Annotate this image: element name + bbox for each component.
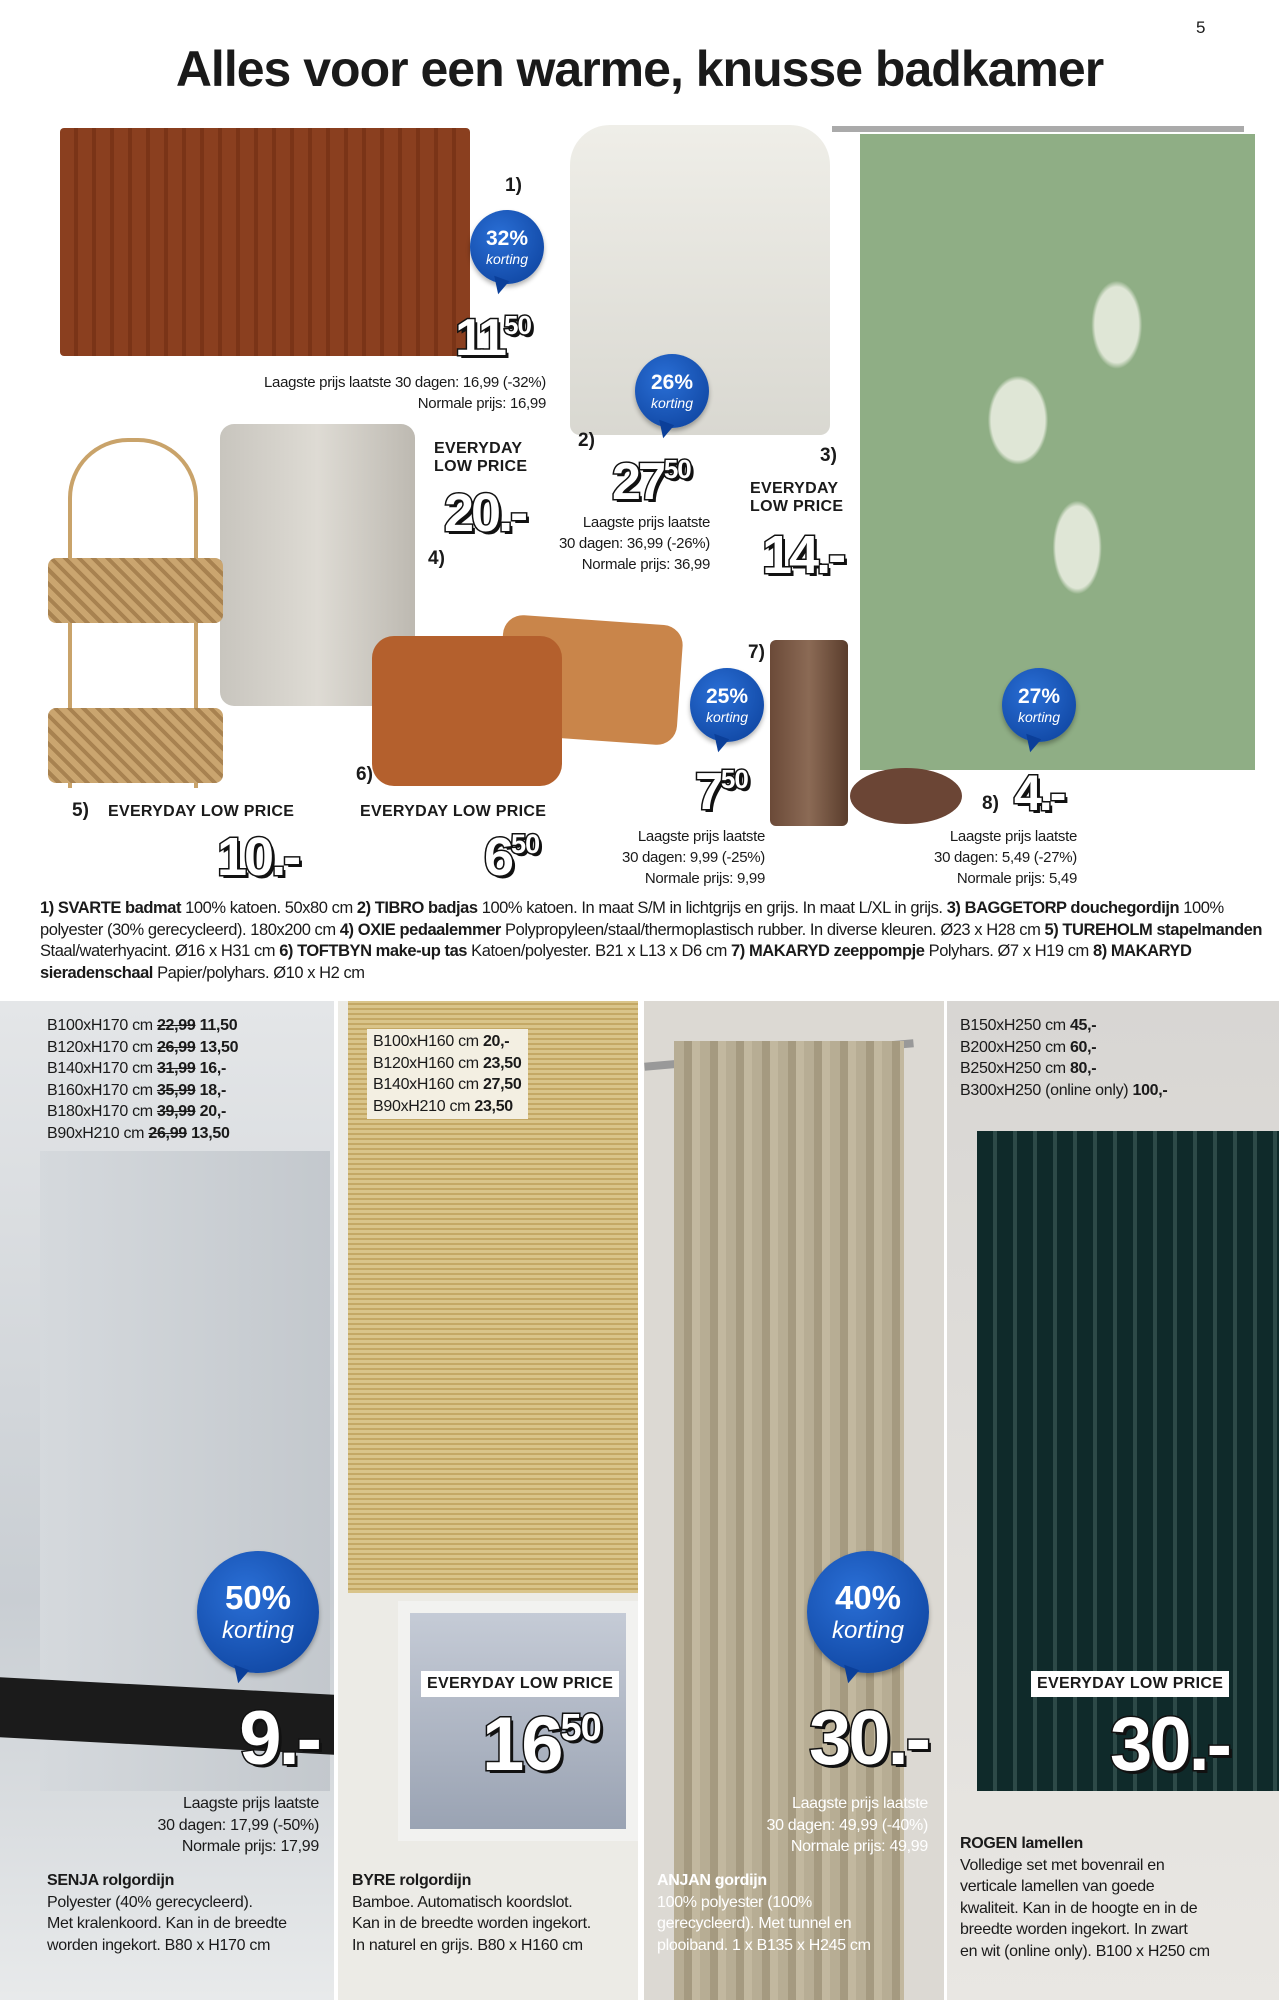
price: 4.- (1014, 765, 1064, 821)
price: 30.- (809, 1696, 928, 1781)
size-price-list: B150xH250 cm 45,- B200xH250 cm 60,- B250xH250 cm 80,- B300xH250 (online only) 100,- (960, 1017, 1168, 1099)
size-price-list: B100xH160 cm 20,- B120xH160 cm 23,50 B140xH160 cm 27,50 B90xH210 cm 23,50 (367, 1029, 528, 1119)
price-history: Laagste prijs laatste 30 dagen: 5,49 (-27%) Normale prijs: 5,49 (934, 828, 1077, 887)
everyday-low-price-label: EVERYDAY LOW PRICE (360, 803, 547, 820)
item-number: 5) (72, 800, 89, 821)
price: $27^{50}$ (612, 453, 691, 511)
product-description: SENJA rolgordijn Polyester (40% gerecycleerd). Met kralenkoord. Kan in de breedte worden ingekort. B80 x H170 cm (47, 1872, 287, 1954)
everyday-low-price-label: EVERYDAY LOW PRICE (1031, 1671, 1229, 1697)
price-history: Laagste prijs laatste 30 dagen: 16,99 (-32%) Normale prijs: 16,99 (264, 374, 546, 412)
price-history: Laagste prijs laatste 30 dagen: 36,99 (-26%) Normale prijs: 36,99 (558, 514, 710, 573)
price-history: Laagste prijs laatste 30 dagen: 9,99 (-25%) Normale prijs: 9,99 (622, 828, 765, 887)
discount-badge: 50% korting (197, 1551, 319, 1673)
panel-senja (0, 1001, 334, 2000)
page-title: Alles voor een warme, knusse badkamer (175, 41, 1104, 97)
bath-mat-image (60, 128, 470, 356)
stacking-baskets-image (48, 438, 223, 788)
price: $7^{50}$ (695, 763, 748, 821)
product-description: ANJAN gordijn 100% polyester (100% gerecycleerd). Met tunnel en plooiband. 1 x B135 x H245 cm (657, 1872, 871, 1954)
everyday-low-price-label: EVERYDAY LOW PRICE (108, 803, 295, 820)
item-number: 2) (578, 430, 595, 451)
panel-rogen (947, 1001, 1279, 2000)
discount-badge: 40% korting (807, 1551, 929, 1673)
product-description: BYRE rolgordijn Bamboe. Automatisch koordslot. Kan in de breedte worden ingekort. In naturel en grijs. B80 x H160 cm (352, 1872, 591, 1954)
price: 14.- (762, 525, 844, 585)
price: $11^{50}$ (455, 309, 531, 367)
everyday-low-price-label: EVERYDAY LOW PRICE (421, 1671, 619, 1697)
price: $16^{50}$ (482, 1702, 601, 1787)
item-number: 7) (748, 642, 765, 663)
price: 9.- (239, 1696, 319, 1781)
discount-badge: 26% korting (635, 354, 709, 428)
discount-badge: 27% korting (1002, 668, 1076, 742)
jewelry-dish-image (850, 768, 962, 824)
discount-badge: 32% korting (470, 210, 544, 284)
price-history: Laagste prijs laatste 30 dagen: 49,99 (-40%) Normale prijs: 49,99 (766, 1795, 928, 1855)
price: 20.- (444, 483, 526, 543)
item-number: 1) (505, 175, 522, 196)
panel-anjan (644, 1001, 944, 2000)
item-number: 6) (356, 764, 373, 785)
item-number: 3) (820, 445, 837, 466)
soap-pump-image (770, 640, 848, 826)
shower-curtain-rail (832, 126, 1244, 132)
everyday-low-price-label: EVERYDAY LOW PRICE (434, 440, 528, 475)
price: 10.- (217, 827, 299, 887)
discount-badge: 25% korting (690, 668, 764, 742)
price-history: Laagste prijs laatste 30 dagen: 17,99 (-50%) Normale prijs: 17,99 (157, 1795, 319, 1855)
product-description: ROGEN lamellen Volledige set met bovenrail en verticale lamellen van goede kwaliteit. Kan in de hoogte en in de breedte worden ingekort. In zwart en wit (online only). B100 x H250 cm (960, 1835, 1210, 1960)
makeup-bag-image (372, 636, 562, 786)
price: $6^{50}$ (484, 827, 540, 887)
item-number: 8) (982, 793, 999, 814)
item-number: 4) (428, 548, 445, 569)
size-price-list: B100xH170 cm 22,99 11,50 B120xH170 cm 26,99 13,50 B140xH170 cm 31,99 16,- B160xH170 cm 35,99 18,- B180xH170 cm 39,99 20,- B90xH210 cm 26,99 13,50 (47, 1017, 239, 1142)
page-number: 5 (1196, 18, 1206, 37)
panel-byre (338, 1001, 638, 2000)
price: 30.- (1110, 1702, 1229, 1787)
everyday-low-price-label: EVERYDAY LOW PRICE (750, 480, 844, 515)
product-descriptions: 1) SVARTE badmat 100% katoen. 50x80 cm 2) TIBRO badjas 100% katoen. In maat S/M in lichtgrijs en grijs. In maat L/XL in grijs. 3) BAGGETORP douchegordijn 100% polyester (30% gerecycleerd). 180x200 cm 4) OXIE pedaalemmer Polypropyleen/staal/thermoplastisch rubber. In diverse kleuren. Ø23 x H28 cm 5) TUREHOLM stapelmanden Staal/waterhyacint. Ø16 x H31 cm 6) TOFTBYN make-up tas Katoen/polyester. B21 x L13 x D6 cm 7) MAKARYD zeeppompje Polyhars. Ø7 x H19 cm 8) MAKARYD sieradenschaal Papier/polyhars. Ø10 x H2 cm (40, 899, 1262, 982)
